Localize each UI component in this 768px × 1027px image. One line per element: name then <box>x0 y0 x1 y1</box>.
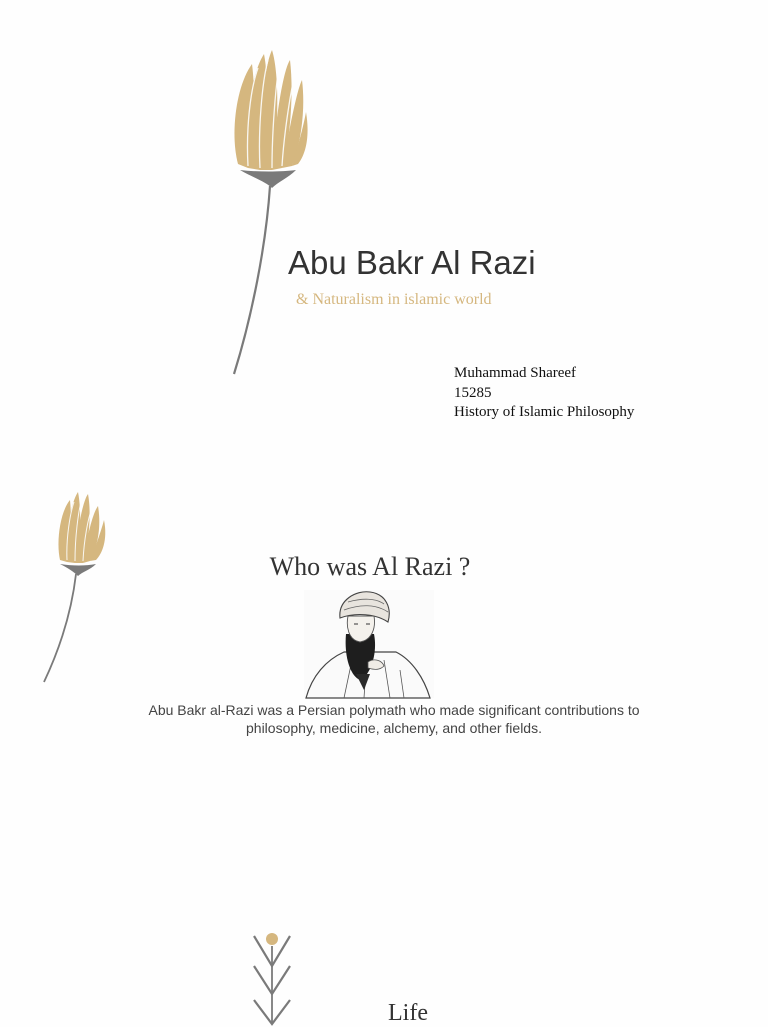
flower-illustration-large <box>226 46 316 378</box>
author-info <box>454 364 634 423</box>
flower-illustration-small <box>40 488 110 684</box>
author-name: Muhammad Shareef <box>454 365 577 381</box>
description-text: Abu Bakr al-Razi was a Persian polymath who made significant contributions to philosophy, medicine, alchemy, and other fields. <box>148 702 640 736</box>
life-section-title: Life <box>388 1000 428 1026</box>
slide-subtitle: & Naturalism in islamic world <box>296 291 492 308</box>
student-id: 15285 <box>454 384 492 401</box>
al-razi-portrait-image <box>304 590 434 698</box>
sprig-icon <box>248 930 296 1024</box>
course-name: History of Islamic Philosophy <box>454 404 635 420</box>
slide-title: Abu Bakr Al Razi <box>288 244 536 281</box>
section-title: Who was Al Razi ? <box>269 552 471 581</box>
